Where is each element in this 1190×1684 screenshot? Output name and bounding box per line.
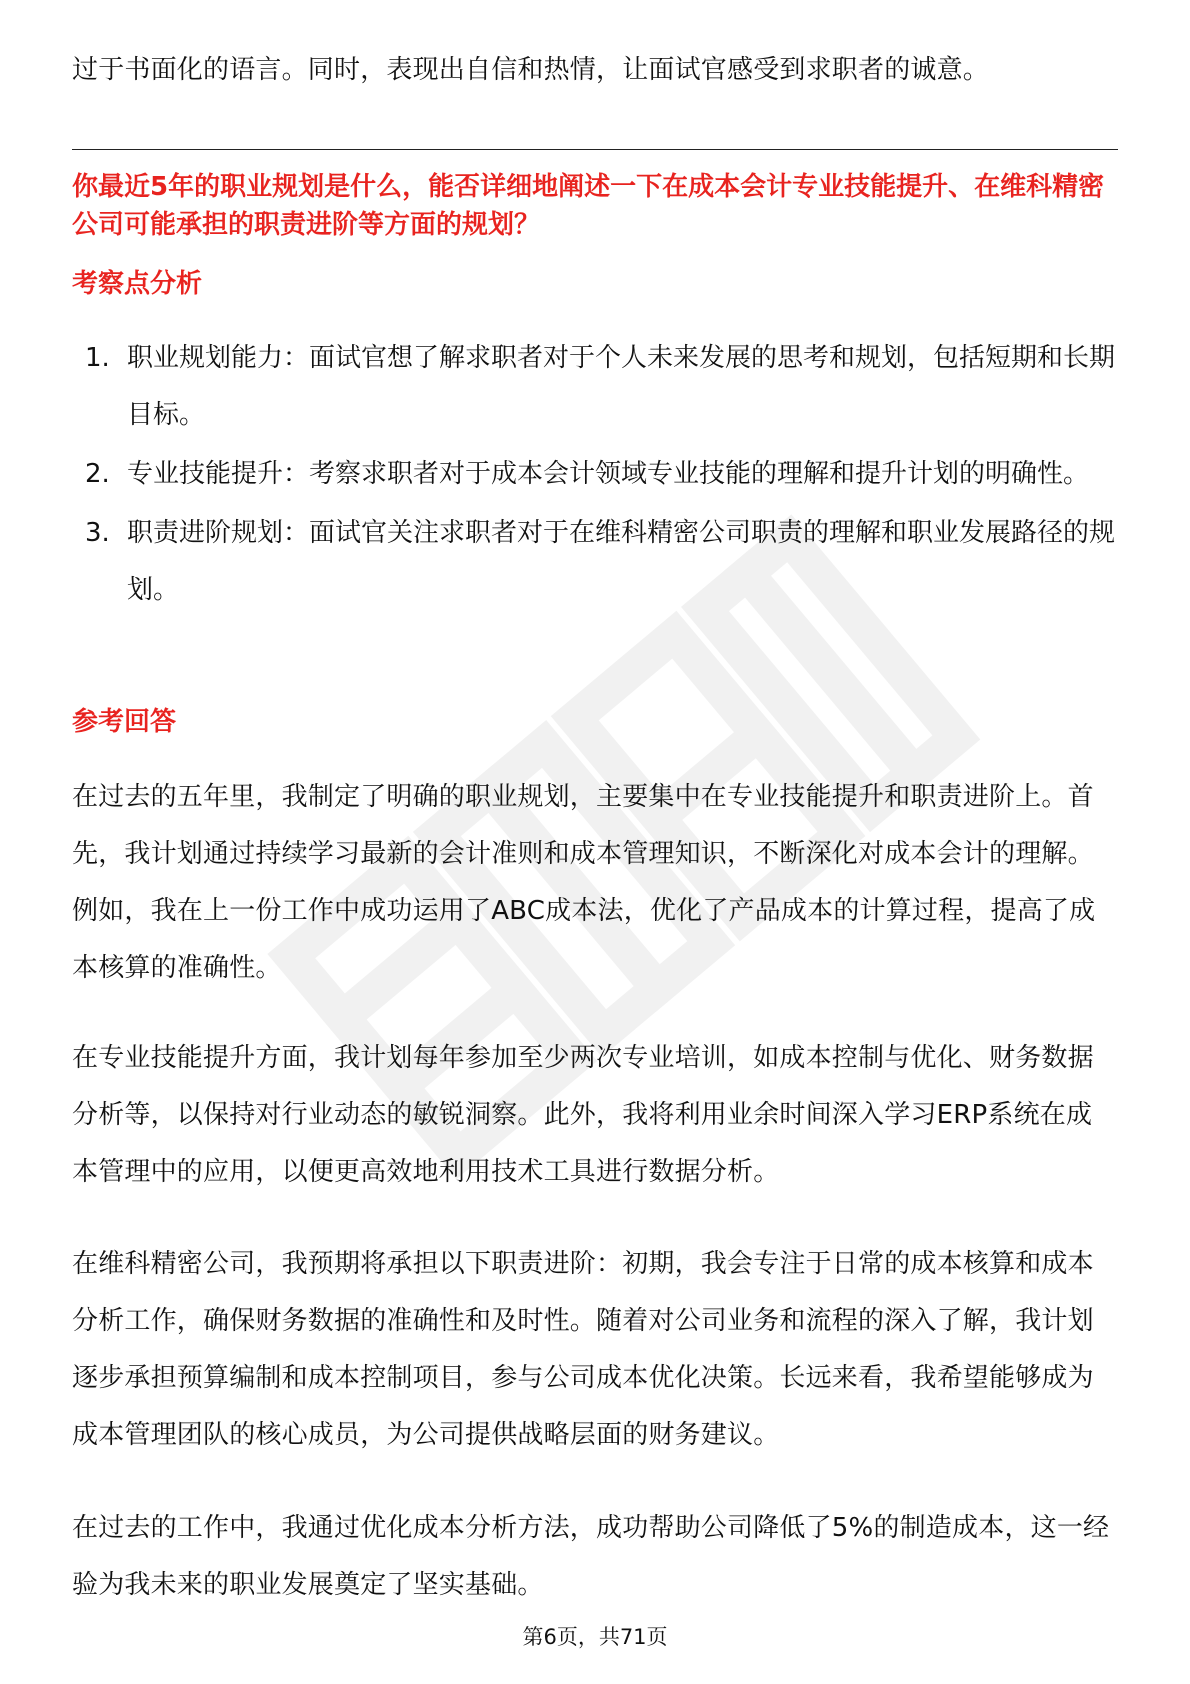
answer-paragraph: 在专业技能提升方面，我计划每年参加至少两次专业培训，如成本控制与优化、财务数据分析等，以保持对行业动态的敏锐洞察。此外，我将利用业余时间深入学习ERP系统在成本管理中的应用，以便更高效地利用技术工具进行数据分析。 [72, 1043, 1094, 1187]
answer-paragraph: 在过去的五年里，我制定了明确的职业规划，主要集中在专业技能提升和职责进阶上。首先，我计划通过持续学习最新的会计准则和成本管理知识，不断深化对成本会计的理解。例如，我在上一份工作中成功运用了ABC成本法，优化了产品成本的计算过程，提高了成本核算的准确性。 [72, 782, 1096, 983]
answer-paragraph: 在维科精密公司，我预期将承担以下职责进阶：初期，我会专注于日常的成本核算和成本分析工作，确保财务数据的准确性和及时性。随着对公司业务和流程的深入了解，我计划逐步承担预算编制和成本控制项目，参与公司成本优化决策。长远来看，我希望能够成为成本管理团队的核心成员，为公司提供战略层面的财务建议。 [72, 1249, 1094, 1450]
answer-heading: 参考回答 [72, 707, 177, 737]
list-item [72, 330, 1118, 444]
list-item-number: 3. [85, 518, 110, 548]
list-item-text: 专业技能提升：考察求职者对于成本会计领域专业技能的理解和提升计划的明确性。 [127, 459, 1090, 489]
list-item-number: 1. [85, 343, 110, 373]
analysis-heading: 考察点分析 [72, 269, 203, 299]
list-item [72, 446, 1118, 503]
list-item-number: 2. [85, 459, 110, 489]
intro-text: 过于书面化的语言。同时，表现出自信和热情，让面试官感受到求职者的诚意。 [72, 55, 990, 85]
analysis-list [72, 330, 1118, 621]
list-item-text: 职责进阶规划：面试官关注求职者对于在维科精密公司职责的理解和职业发展路径的规划。 [127, 518, 1116, 605]
page-number-footer: 第6页，共71页 [522, 1625, 668, 1649]
answer-paragraph: 在过去的工作中，我通过优化成本分析方法，成功帮助公司降低了5%的制造成本，这一经验为我未来的职业发展奠定了坚实基础。 [72, 1513, 1110, 1600]
question-heading: 你最近5年的职业规划是什么，能否详细地阐述一下在成本会计专业技能提升、在维科精密公司可能承担的职责进阶等方面的规划？ [72, 172, 1105, 240]
list-item [72, 505, 1118, 619]
section-divider [72, 149, 1118, 150]
list-item-text: 职业规划能力：面试官想了解求职者对于个人未来发展的思考和规划，包括短期和长期目标。 [127, 343, 1116, 430]
